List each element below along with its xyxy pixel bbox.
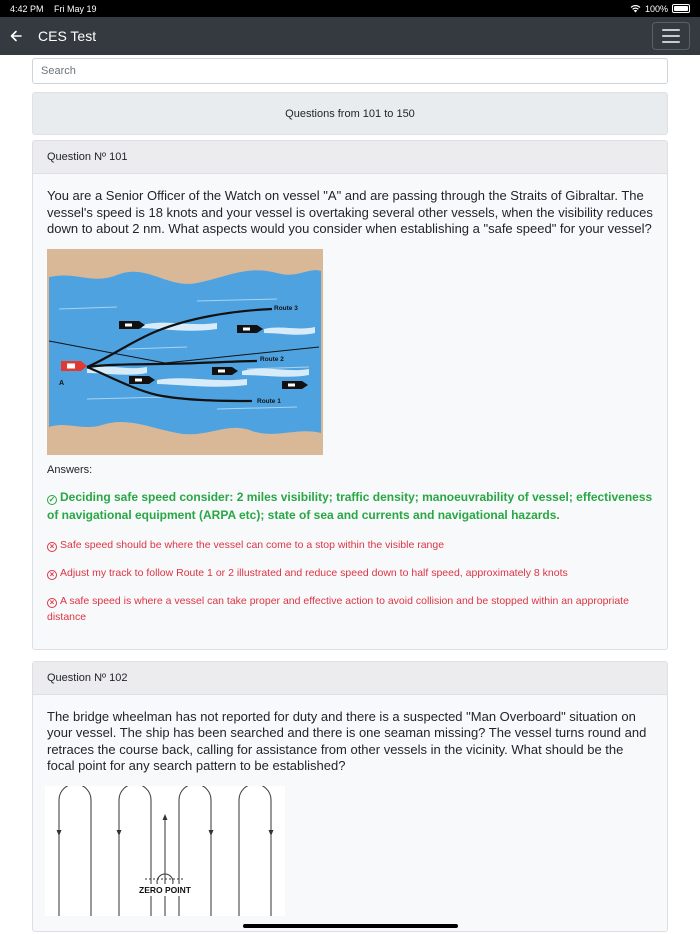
zero-point-label: ZERO POINT: [139, 884, 191, 895]
menu-toggle-button[interactable]: [652, 22, 690, 50]
status-time: 4:42 PM: [10, 3, 44, 14]
x-circle-icon: ×: [47, 570, 57, 580]
question-range-header: Questions from 101 to 150: [32, 92, 668, 135]
x-circle-icon: ×: [47, 542, 57, 552]
vessel-a-label: A: [59, 379, 65, 387]
question-text: The bridge wheelman has not reported for duty and there is a suspected "Man Overboard" situation on your vessel. The ship has been searched and there is one seaman missing? The vessel turns round and retraces the course back, calling for assistance from other vessels in the vicinity. What should be the focal point for any search pattern to be established?: [47, 708, 647, 773]
main-content: [32, 55, 668, 932]
question-text: You are a Senior Officer of the Watch on vessel "A" and are passing through the Straits of Gibraltar. The vessel's speed is 18 knots and your vessel is overtaking several other vessels, when the visibility reduces down to about 2 nm. What aspects would you consider when establishing a "safe speed" for your vessel?: [47, 188, 653, 236]
x-circle-icon: ×: [47, 598, 57, 608]
question-header: Question Nº 101: [33, 141, 667, 174]
battery-icon: [672, 4, 690, 13]
answer-incorrect[interactable]: [47, 565, 653, 581]
route-2-label: Route 2: [260, 355, 284, 363]
answer-incorrect[interactable]: [47, 593, 653, 625]
status-date: Fri May 19: [54, 3, 97, 14]
back-button[interactable]: [0, 17, 32, 55]
answers-label: Answers:: [47, 463, 93, 476]
route-3-label: Route 3: [274, 304, 298, 312]
question-header: Question Nº 102: [33, 662, 667, 695]
route-1-label: Route 1: [257, 397, 281, 405]
question-card: [32, 140, 668, 650]
answer-incorrect[interactable]: [47, 537, 653, 553]
wifi-icon: [630, 4, 641, 13]
answer-text: A safe speed is where a vessel can take proper and effective action to avoid collision and be stopped within an appropriate distance: [47, 594, 629, 623]
answer-text: Adjust my track to follow Route 1 or 2 illustrated and reduce speed down to half speed, approximately 8 knots: [60, 566, 568, 579]
status-bar: [0, 0, 700, 17]
search-input[interactable]: [32, 58, 668, 84]
battery-percent: 100%: [644, 3, 668, 14]
arrow-left-icon: [10, 30, 22, 42]
home-indicator[interactable]: [243, 924, 458, 928]
answer-correct[interactable]: [47, 488, 653, 525]
question-card: [32, 661, 668, 932]
hamburger-icon: [662, 29, 680, 31]
check-circle-icon: ✓: [48, 494, 56, 504]
search-pattern-diagram: [45, 786, 653, 921]
route-diagram: [47, 249, 653, 460]
answer-text: Deciding safe speed consider: 2 miles visibility; traffic density; manoeuvrability of vessel; effectiveness of navigational equipment (ARPA etc); state of sea and currents and navigational hazards.: [47, 489, 653, 522]
page-title: CES Test: [38, 28, 97, 44]
answer-text: Safe speed should be where the vessel can come to a stop within the visible range: [60, 538, 445, 551]
navbar: [0, 17, 700, 55]
